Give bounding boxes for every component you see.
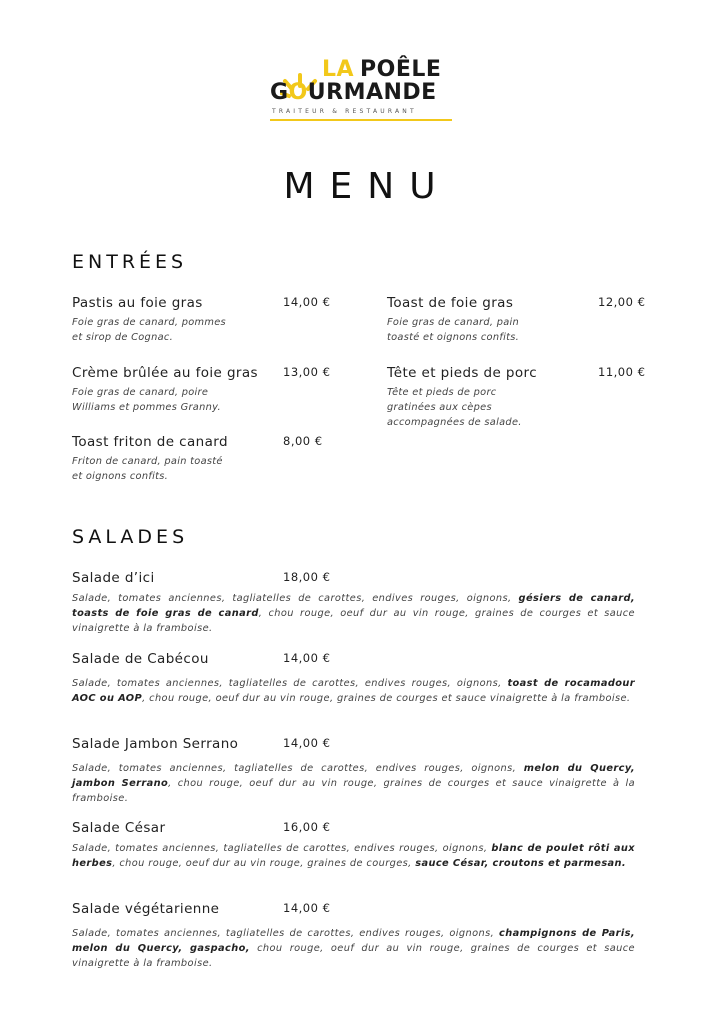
item-description: Salade, tomates anciennes, tagliatelles de carottes, endives rouges, oignons, gésiers de canard, toasts de foie gras de canard, chou rouge, oeuf dur au vin rouge, graines de courges et sauce vinaigrette à la framboise. (72, 593, 636, 634)
item-name: Salade végétarienne (72, 901, 220, 917)
section-title-entrees: ENTRÉES (72, 251, 188, 273)
item-price: 14,00 € (283, 651, 331, 665)
menu-title: MENU (283, 166, 451, 207)
salad-item (72, 736, 238, 752)
item-price: 13,00 € (283, 365, 331, 379)
logo-line1: LA POÊLE (322, 57, 442, 82)
salad-item (72, 820, 165, 836)
entree-item (72, 434, 228, 484)
item-price: 11,00 € (598, 365, 646, 379)
logo-underline (270, 119, 452, 121)
item-description: Tête et pieds de porc gratinées aux cèpes accompagnées de salade. (387, 387, 522, 428)
entree-item (72, 295, 226, 345)
item-name: Crème brûlée au foie gras (72, 365, 258, 381)
item-description: Foie gras de canard, poire Williams et pommes Granny. (72, 387, 221, 413)
item-price: 12,00 € (598, 295, 646, 309)
entree-item (387, 365, 537, 430)
item-price: 18,00 € (283, 570, 331, 584)
item-name: Salade d’ici (72, 570, 155, 586)
item-name: Tête et pieds de porc (387, 365, 538, 381)
item-description: Salade, tomates anciennes, tagliatelles de carottes, endives rouges, oignons, toast de rocamadour AOC ou AOP, chou rouge, oeuf dur au vin rouge, graines de courges et sauce vinaigrette à la framboise. (72, 678, 636, 704)
item-name: Salade César (72, 820, 166, 836)
item-description: Salade, tomates anciennes, tagliatelles de carottes, endives rouges, oignons, champignons de Paris, melon du Quercy, gaspacho, chou rouge, oeuf dur au vin rouge, graines de courges et sauce vinaigrette à la framboise. (72, 928, 636, 969)
item-description: Foie gras de canard, pain toasté et oignons confits. (387, 317, 520, 343)
entree-item (387, 295, 519, 345)
item-name: Toast friton de canard (72, 434, 228, 450)
item-name: Pastis au foie gras (72, 295, 203, 311)
item-name: Salade de Cabécou (72, 651, 209, 667)
section-title-salades: SALADES (72, 526, 189, 548)
salad-item (72, 570, 155, 586)
item-description: Salade, tomates anciennes, tagliatelles de carottes, endives rouges, oignons, blanc de poulet rôti aux herbes, chou rouge, oeuf dur au vin rouge, graines de courges, sauce César, croutons et parmesan. (72, 843, 635, 869)
item-description: Friton de canard, pain toasté et oignons confits. (72, 456, 223, 482)
salad-item (72, 901, 219, 917)
item-name: Salade Jambon Serrano (72, 736, 239, 752)
item-description: Salade, tomates anciennes, tagliatelles de carottes, endives rouges, oignons, melon du Quercy, jambon Serrano, chou rouge, oeuf dur au vin rouge, graines de courges et sauce vinaigrette à la framboise. (72, 763, 635, 804)
salad-item (72, 651, 209, 667)
restaurant-logo (270, 58, 456, 124)
logo-line2: GOURMANDE (270, 80, 437, 105)
item-description: Foie gras de canard, pommes et sirop de Cognac. (72, 317, 226, 343)
item-price: 16,00 € (283, 820, 331, 834)
item-price: 14,00 € (283, 901, 331, 915)
logo-tagline: TRAITEUR & RESTAURANT (272, 108, 417, 115)
item-price: 14,00 € (283, 295, 331, 309)
entree-item (72, 365, 258, 415)
item-price: 8,00 € (283, 434, 323, 448)
item-price: 14,00 € (283, 736, 331, 750)
item-name: Toast de foie gras (387, 295, 514, 311)
